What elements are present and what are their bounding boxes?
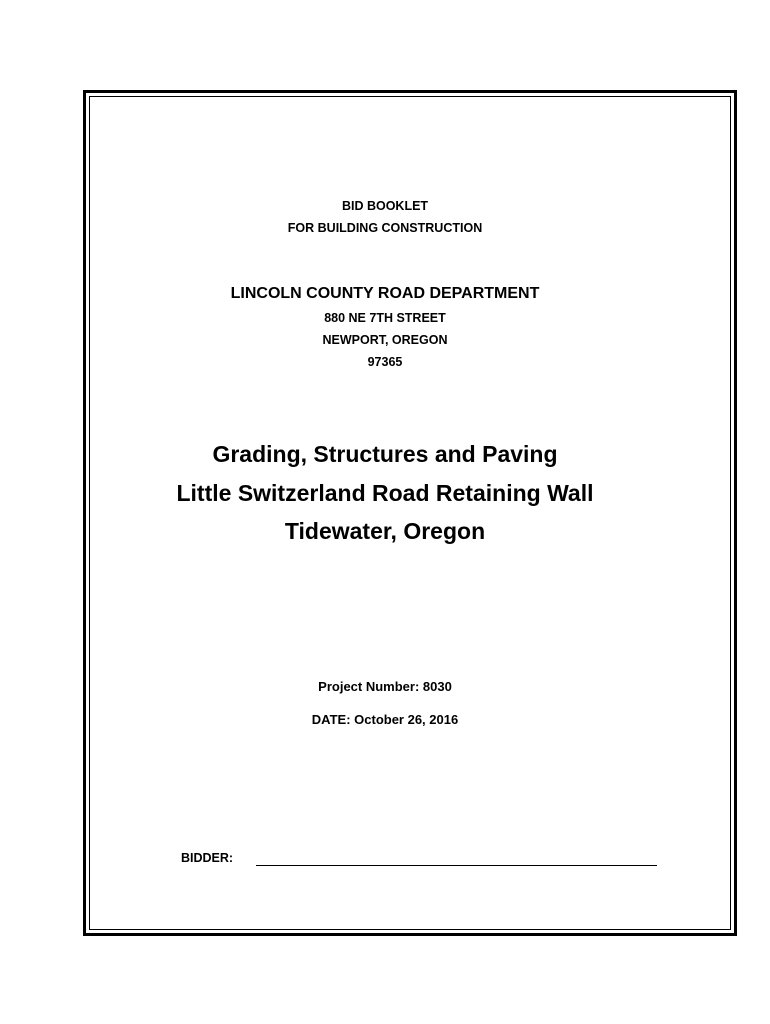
department-zip: 97365 <box>367 355 403 369</box>
project-date: DATE: October 26, 2016 <box>311 712 459 727</box>
project-title-line-2: Little Switzerland Road Retaining Wall <box>176 480 594 506</box>
booklet-subtitle: FOR BUILDING CONSTRUCTION <box>287 221 483 235</box>
booklet-title: BID BOOKLET <box>341 199 429 213</box>
page-border <box>83 90 737 936</box>
department-name: LINCOLN COUNTY ROAD DEPARTMENT <box>230 285 540 302</box>
project-title-line-3: Tidewater, Oregon <box>284 518 486 544</box>
department-street: 880 NE 7TH STREET <box>324 311 446 325</box>
project-title-line-1: Grading, Structures and Paving <box>212 441 558 467</box>
bidder-label: BIDDER: <box>181 851 234 865</box>
bidder-signature-line[interactable] <box>256 865 657 866</box>
department-city-state: NEWPORT, OREGON <box>322 333 448 347</box>
project-number: Project Number: 8030 <box>318 679 452 694</box>
